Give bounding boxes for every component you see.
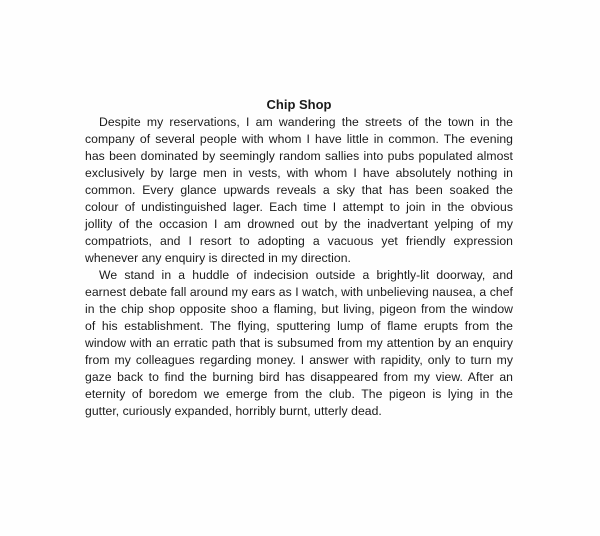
text-line: window with an erratic path that is subsumed from my attention by an enquiry — [85, 336, 513, 350]
paragraph-2 — [85, 267, 513, 420]
text-line: Despite my reservations, I am wandering the streets of the town in the — [99, 115, 513, 129]
text-line: common. Every glance upwards reveals a sky that has been soaked the — [85, 183, 513, 197]
text-line: colour of undistinguished lager. Each time I attempt to join in the obvious — [85, 200, 513, 214]
text-line: has been dominated by seemingly random sallies into pubs populated almost — [85, 149, 513, 163]
text-line: compatriots, and I resort to adopting a vacuous yet friendly expression — [85, 234, 513, 248]
paragraph-1 — [85, 114, 513, 267]
text-line: of his establishment. The flying, sputtering lump of flame erupts from the — [85, 319, 513, 333]
text-line: company of several people with whom I have little in common. The evening — [85, 132, 513, 146]
document-body — [85, 96, 513, 420]
text-line: exclusively by large men in vests, with whom I have absolutely nothing in — [85, 166, 513, 180]
text-line: from my colleagues regarding money. I answer with rapidity, only to turn my — [85, 353, 513, 367]
text-line: We stand in a huddle of indecision outside a brightly-lit doorway, and — [99, 268, 513, 282]
page-title: Chip Shop — [266, 97, 332, 112]
text-line: eternity of boredom we emerge from the club. The pigeon is lying in the — [85, 387, 513, 401]
text-line: in the chip shop opposite shoo a flaming, but living, pigeon from the window — [85, 302, 513, 316]
text-line: gutter, curiously expanded, horribly burnt, utterly dead. — [85, 404, 382, 418]
text-line: whenever any enquiry is directed in my direction. — [85, 251, 351, 265]
text-line: gaze back to find the burning bird has disappeared from my view. After an — [85, 370, 513, 384]
text-line: jollity of the occasion I am drowned out by the inadvertant yelping of my — [85, 217, 513, 231]
text-line: earnest debate fall around my ears as I watch, with unbelieving nausea, a chef — [85, 285, 513, 299]
